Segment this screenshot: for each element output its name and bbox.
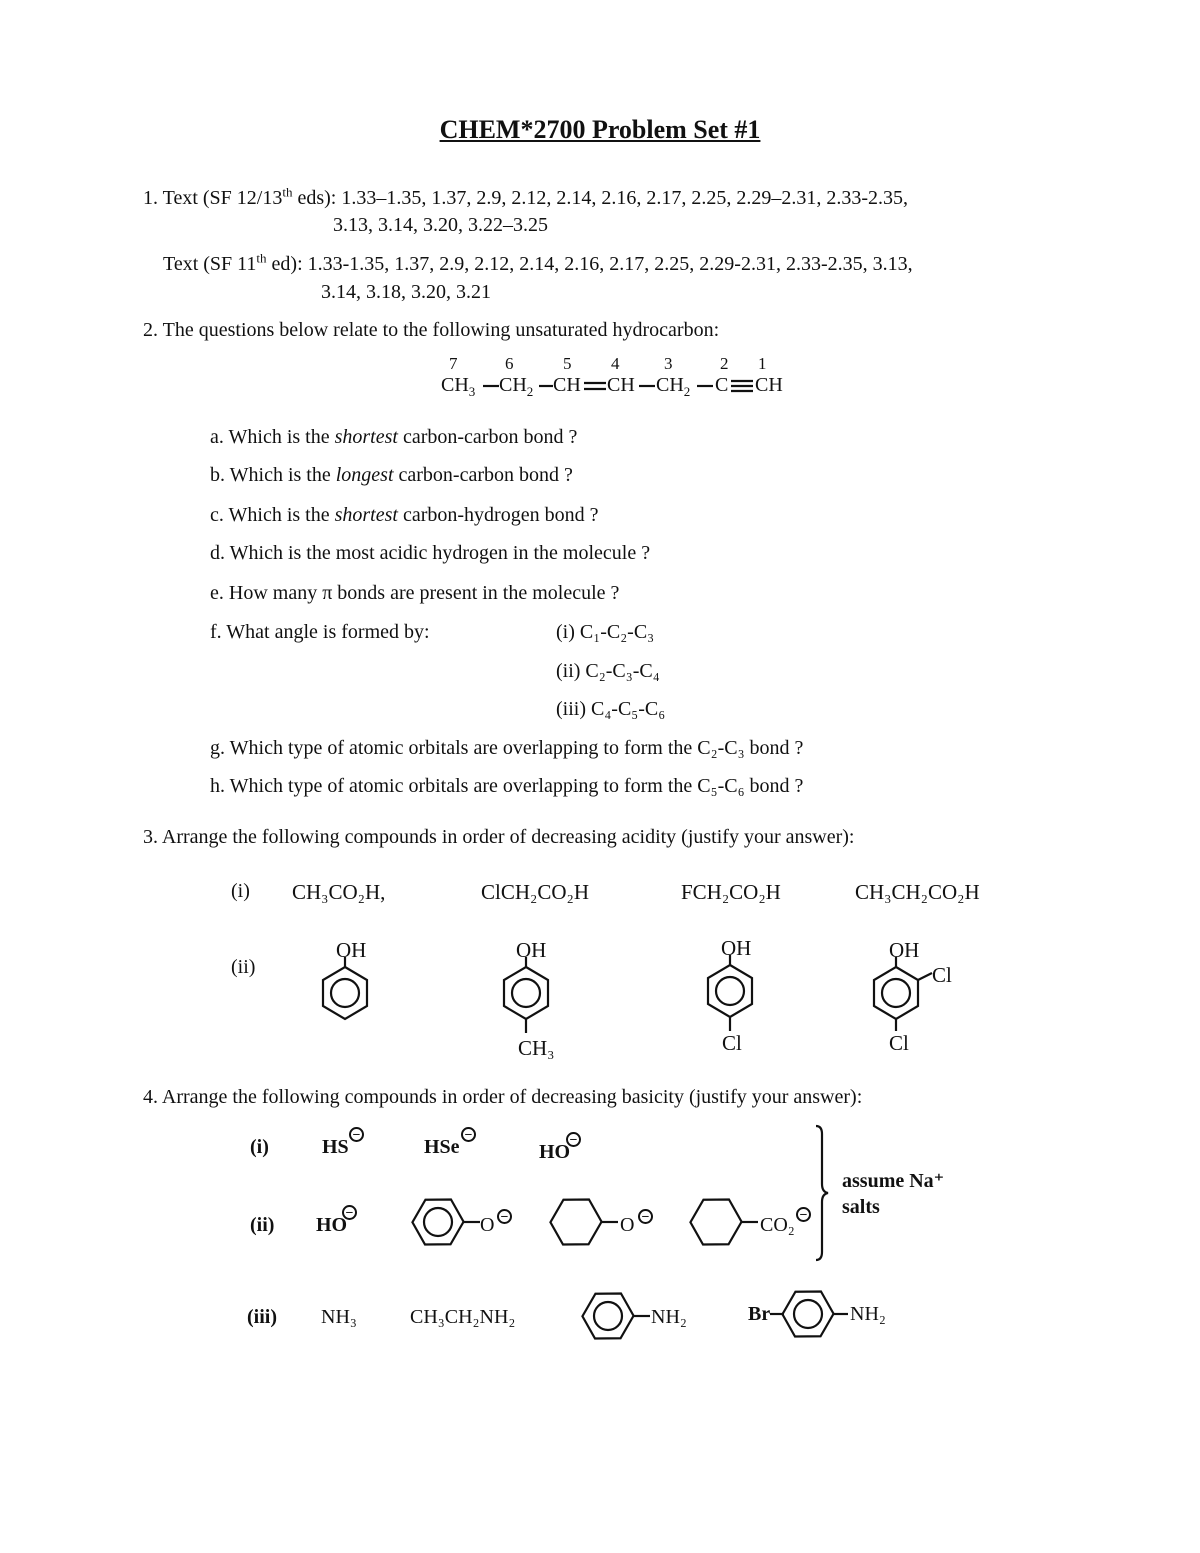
q1-text-c: Text (SF 11 bbox=[163, 253, 257, 275]
q2-part-c: c. Which is the shortest carbon-hydrogen bond ? bbox=[210, 504, 599, 526]
q1-sup: th bbox=[282, 184, 293, 200]
bromoaniline-nh2-label: NH₂ bbox=[850, 1303, 886, 1325]
triple-bond-2-1 bbox=[729, 374, 755, 394]
carbon-number-6: 6 bbox=[505, 354, 514, 373]
negative-charge-icon: − bbox=[461, 1127, 476, 1142]
q4-label-ii: (ii) bbox=[250, 1214, 275, 1236]
ammonia: NH₃ bbox=[321, 1306, 357, 1328]
bromoaniline-br-label: Br bbox=[748, 1303, 771, 1325]
chlorophenol-ring bbox=[700, 953, 760, 1043]
q1-text-b: eds): 1.33–1.35, 1.37, 2.9, 2.12, 2.14, 2.16, 2.17, 2.25, 2.29–2.31, 2.33-2.35, bbox=[292, 187, 909, 209]
group-ch-1: CH bbox=[755, 374, 783, 396]
q2-part-f-i: (i) C₁-C₂-C₃ bbox=[556, 621, 655, 643]
page-title: CHEM*2700 Problem Set #1 bbox=[439, 115, 761, 144]
group-ch-4: CH bbox=[607, 374, 635, 396]
carbon-number-3: 3 bbox=[664, 354, 673, 373]
q2-part-e: e. How many π bonds are present in the molecule ? bbox=[210, 582, 620, 604]
group-ch-5: CH bbox=[553, 374, 581, 396]
q1-line2: 3.13, 3.14, 3.20, 3.22–3.25 bbox=[333, 214, 548, 236]
chloroacetic-acid: ClCH₂CO₂H bbox=[481, 880, 589, 904]
ethylamine: CH₃CH₂NH₂ bbox=[410, 1306, 516, 1328]
q2-part-f-iii: (iii) C₄-C₅-C₆ bbox=[556, 698, 666, 720]
negative-charge-icon: − bbox=[796, 1207, 811, 1222]
phenoxide-o-label: O bbox=[480, 1214, 495, 1236]
negative-charge-icon: − bbox=[566, 1132, 581, 1147]
q2-part-f: f. What angle is formed by: bbox=[210, 621, 430, 643]
q3-label-i: (i) bbox=[231, 880, 250, 902]
hydrosulfide-anion: HS bbox=[322, 1136, 349, 1158]
cyclohexoxide-o-label: O bbox=[620, 1214, 635, 1236]
cresol-oh-label: OH bbox=[516, 938, 547, 962]
q4-label-iii: (iii) bbox=[247, 1306, 277, 1328]
chlorophenol-cl-label: Cl bbox=[722, 1031, 742, 1055]
acetic-acid: CH₃CO₂H, bbox=[292, 880, 386, 904]
double-bond-5-4 bbox=[582, 374, 608, 394]
phenol-oh-label: OH bbox=[336, 938, 367, 962]
single-bond-7-6 bbox=[481, 374, 501, 394]
cyclohexanecarboxylate-ring bbox=[688, 1192, 768, 1256]
hydroxide-anion-2: HO bbox=[316, 1214, 348, 1236]
carbon-number-2: 2 bbox=[720, 354, 729, 373]
negative-charge-icon: − bbox=[349, 1127, 364, 1142]
phenol-ring bbox=[315, 955, 375, 1025]
chlorophenol-oh-label: OH bbox=[721, 936, 752, 960]
q3-label-ii: (ii) bbox=[231, 956, 256, 978]
q2-part-d: d. Which is the most acidic hydrogen in the molecule ? bbox=[210, 542, 651, 564]
group-ch3: $CH_3$ bbox=[441, 374, 476, 399]
bromoaniline-ring bbox=[770, 1284, 860, 1348]
dichlorophenol-cl-ortho-label: Cl bbox=[932, 963, 952, 987]
q1-sup2: th bbox=[256, 250, 267, 266]
q4-intro: 4. Arrange the following compounds in order of decreasing basicity (justify your answer): bbox=[143, 1086, 863, 1108]
carbon-number-7: 7 bbox=[449, 354, 458, 373]
negative-charge-icon: − bbox=[342, 1205, 357, 1220]
q2-part-f-ii: (ii) C₂-C₃-C₄ bbox=[556, 660, 660, 682]
single-bond-3-2 bbox=[695, 374, 715, 394]
carbon-number-1: 1 bbox=[758, 354, 767, 373]
q3-intro: 3. Arrange the following compounds in order of decreasing acidity (justify your answer): bbox=[143, 826, 855, 848]
aniline-ring bbox=[580, 1286, 660, 1350]
q1-line4: 3.14, 3.18, 3.20, 3.21 bbox=[321, 281, 491, 303]
q2-intro: 2. The questions below relate to the following unsaturated hydrocarbon: bbox=[143, 319, 720, 341]
q1-line3 bbox=[163, 250, 913, 276]
negative-charge-icon: − bbox=[638, 1209, 653, 1224]
dichlorophenol-oh-label: OH bbox=[889, 938, 920, 962]
negative-charge-icon: − bbox=[497, 1209, 512, 1224]
hydroxide-anion: HO bbox=[539, 1141, 571, 1163]
q2-part-g: g. Which type of atomic orbitals are overlapping to form the C₂-C₃ bond ? bbox=[210, 737, 804, 759]
right-brace bbox=[812, 1124, 832, 1262]
cyclohexoxide-ring bbox=[548, 1192, 628, 1256]
note-sodium-salts-line1: assume Na⁺ bbox=[842, 1170, 945, 1192]
note-sodium-salts-line2: salts bbox=[842, 1196, 880, 1218]
hydroselenide-anion: HSe bbox=[424, 1136, 460, 1158]
carbon-number-4: 4 bbox=[611, 354, 620, 373]
group-ch2-b: $CH_2$ bbox=[656, 374, 691, 399]
group-c-2: C bbox=[715, 374, 729, 396]
q1-text-d: ed): 1.33-1.35, 1.37, 2.9, 2.12, 2.14, 2.16, 2.17, 2.25, 2.29-2.31, 2.33-2.35, 3.13, bbox=[266, 253, 913, 275]
carbon-number-5: 5 bbox=[563, 354, 572, 373]
cresol-ch3-label: CH₃ bbox=[518, 1036, 555, 1060]
dichlorophenol-cl-para-label: Cl bbox=[889, 1031, 909, 1055]
q2-part-a: a. Which is the shortest carbon-carbon bond ? bbox=[210, 426, 578, 448]
aniline-nh2-label: NH₂ bbox=[651, 1306, 687, 1328]
q2-part-b: b. Which is the longest carbon-carbon bond ? bbox=[210, 464, 573, 486]
hydrocarbon-formula bbox=[441, 374, 475, 397]
cresol-ring bbox=[496, 955, 556, 1045]
q1-number: 1. bbox=[143, 187, 158, 209]
q4-label-i: (i) bbox=[250, 1136, 269, 1158]
single-bond-4-3 bbox=[637, 374, 657, 394]
carboxylate-label: CO₂ bbox=[760, 1214, 795, 1236]
fluoroacetic-acid: FCH₂CO₂H bbox=[681, 880, 781, 904]
phenoxide-ring bbox=[410, 1192, 490, 1256]
q1-text-a: Text (SF 12/13 bbox=[162, 187, 283, 209]
group-ch2-a: $CH_2$ bbox=[499, 374, 534, 399]
propanoic-acid: CH₃CH₂CO₂H bbox=[855, 880, 980, 904]
q2-part-h: h. Which type of atomic orbitals are overlapping to form the C₅-C₆ bond ? bbox=[210, 775, 804, 797]
q1-line1 bbox=[143, 184, 909, 210]
